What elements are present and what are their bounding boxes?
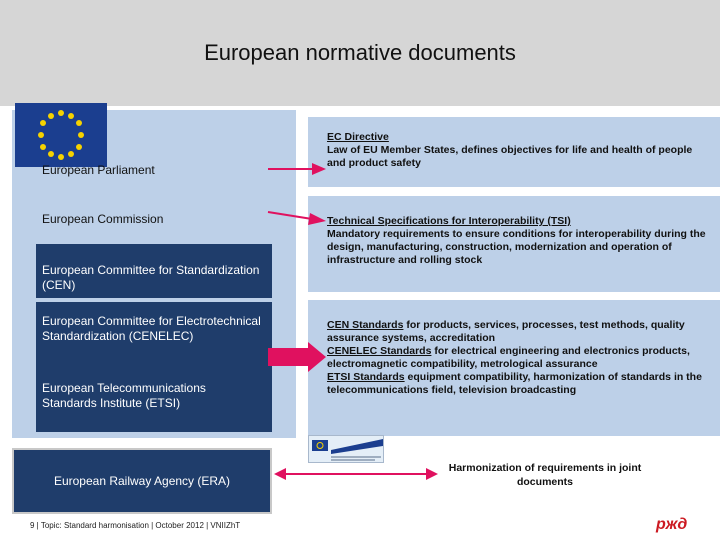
arrow-parliament: [266, 155, 330, 185]
arrow-commission: [266, 205, 330, 235]
european-parliament-label: European Parliament: [42, 163, 155, 177]
cen-label: European Committee for Standardization (CEN): [42, 263, 260, 292]
etsi-standards-title: ETSI Standards: [327, 371, 405, 383]
cenelec-standards-title: CENELEC Standards: [327, 345, 432, 357]
rzd-logo: ржд: [656, 516, 688, 533]
etsi-label: European Telecommunications Standards Institute (ETSI): [42, 381, 206, 410]
page-title: European normative documents: [204, 40, 516, 65]
cen-standards-title: CEN Standards: [327, 319, 404, 331]
tsi-text: [327, 215, 707, 267]
arrow-harmonization: [272, 462, 440, 486]
ec-directive-text: [327, 131, 707, 170]
footer-text: 9 | Topic: Standard harmonisation | October 2012 | VNIIZhT: [30, 521, 241, 530]
era-box: [12, 448, 272, 514]
standards-text: [327, 319, 705, 397]
european-commission-label: European Commission: [42, 212, 164, 226]
cenelec-label: European Committee for Electrotechnical Standardization (CENELEC): [42, 314, 261, 343]
etsi-standards-body: equipment compatibility, harmonization of standards in the telecommunications field, television broadcasting: [327, 371, 702, 396]
arrow-standards: [266, 340, 330, 376]
tsi-title: Technical Specifications for Interoperability (TSI): [327, 215, 571, 227]
cen-box: [36, 244, 272, 298]
cenelec-standards-body: for electrical engineering and electronics products, electromagnetic compatibility, metrological assurance: [327, 345, 690, 370]
cenelec-etsi-box: [36, 302, 272, 432]
harmonization-text: Harmonization of requirements in joint documents: [448, 462, 642, 488]
ec-directive-title: EC Directive: [327, 131, 389, 143]
cen-standards-body: for products, services, processes, test methods, quality assurance systems, accreditation: [327, 319, 685, 344]
ec-directive-body: Law of EU Member States, defines objectives for life and health of people and product safety: [327, 144, 693, 169]
tsi-body: Mandatory requirements to ensure conditions for interoperability during the design, manufacturing, construction, modernization and operation of infrastructure and rolling stock: [327, 228, 706, 266]
eu-small-logo-icon: [308, 435, 384, 463]
eu-flag-icon: [15, 103, 107, 167]
era-label: European Railway Agency (ERA): [53, 474, 231, 488]
